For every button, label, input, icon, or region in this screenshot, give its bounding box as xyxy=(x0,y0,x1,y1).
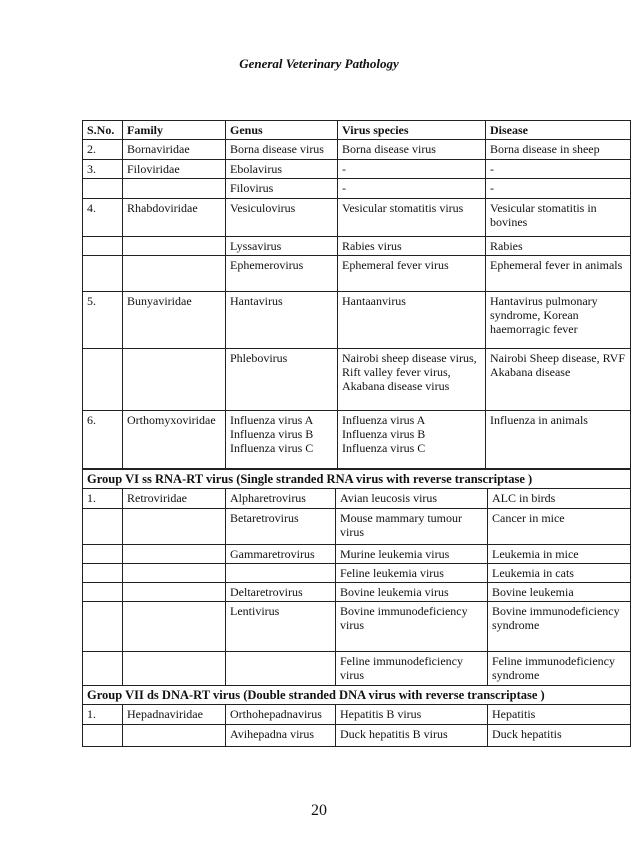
cell-disease: Cancer in mice xyxy=(488,509,631,545)
cell-species: Nairobi sheep disease virus, Rift valley fever virus, Akabana disease virus xyxy=(338,349,486,411)
table-header-row xyxy=(83,121,631,140)
cell-species: Rabies virus xyxy=(338,237,486,256)
cell-family: Retroviridae xyxy=(123,489,226,509)
cell-disease: Leukemia in mice xyxy=(488,545,631,564)
cell-sno xyxy=(83,545,123,564)
cell-species: Vesicular stomatitis virus xyxy=(338,199,486,237)
table-row xyxy=(83,545,631,564)
cell-species: - xyxy=(338,160,486,179)
cell-family xyxy=(123,652,226,686)
cell-species: Bovine immunodeficiency virus xyxy=(336,602,488,652)
table-row xyxy=(83,292,631,349)
cell-sno: 6. xyxy=(83,411,123,469)
cell-species: Avian leucosis virus xyxy=(336,489,488,509)
cell-disease: - xyxy=(486,160,631,179)
table-row xyxy=(83,705,631,725)
cell-sno xyxy=(83,583,123,602)
cell-disease: Hepatitis xyxy=(488,705,631,725)
header-disease: Disease xyxy=(486,121,631,140)
cell-disease: Influenza in animals xyxy=(486,411,631,469)
cell-genus: Avihepadna virus xyxy=(226,725,336,747)
cell-genus: Influenza virus A Influenza virus B Influenza virus C xyxy=(226,411,338,469)
cell-sno: 1. xyxy=(83,705,123,725)
cell-disease: Duck hepatitis xyxy=(488,725,631,747)
cell-family xyxy=(123,583,226,602)
table-row xyxy=(83,199,631,237)
cell-genus: Borna disease virus xyxy=(226,140,338,160)
cell-sno xyxy=(83,237,123,256)
cell-family xyxy=(123,545,226,564)
cell-sno xyxy=(83,349,123,411)
group-vii-heading: Group VII ds DNA-RT virus (Double stranded DNA virus with reverse transcriptase ) xyxy=(83,686,631,705)
cell-family: Bornaviridae xyxy=(123,140,226,160)
cell-disease: Bovine immunodeficiency syndrome xyxy=(488,602,631,652)
cell-species: Influenza virus A Influenza virus B Influenza virus C xyxy=(338,411,486,469)
cell-genus xyxy=(226,564,336,583)
cell-species: Feline leukemia virus xyxy=(336,564,488,583)
cell-sno xyxy=(83,256,123,292)
cell-species: Ephemeral fever virus xyxy=(338,256,486,292)
cell-genus: Alpharetrovirus xyxy=(226,489,336,509)
table-row xyxy=(83,564,631,583)
table-row xyxy=(83,179,631,199)
table-row xyxy=(83,160,631,179)
cell-family xyxy=(123,179,226,199)
table-row xyxy=(83,237,631,256)
table-row xyxy=(83,725,631,747)
page-title: General Veterinary Pathology xyxy=(239,56,399,71)
cell-species: Hantaanvirus xyxy=(338,292,486,349)
cell-species: Hepatitis B virus xyxy=(336,705,488,725)
cell-sno: 1. xyxy=(83,489,123,509)
cell-species: Murine leukemia virus xyxy=(336,545,488,564)
cell-genus: Ephemerovirus xyxy=(226,256,338,292)
cell-genus: Ebolavirus xyxy=(226,160,338,179)
cell-sno: 5. xyxy=(83,292,123,349)
cell-genus: Betaretrovirus xyxy=(226,509,336,545)
cell-family xyxy=(123,237,226,256)
cell-disease: Rabies xyxy=(486,237,631,256)
cell-family: Filoviridae xyxy=(123,160,226,179)
cell-family xyxy=(123,564,226,583)
cell-species: Feline immunodeficiency virus xyxy=(336,652,488,686)
header-sno: S.No. xyxy=(83,121,123,140)
cell-family xyxy=(123,725,226,747)
cell-species: Borna disease virus xyxy=(338,140,486,160)
cell-genus: Gammaretrovirus xyxy=(226,545,336,564)
table-row xyxy=(83,349,631,411)
cell-genus xyxy=(226,652,336,686)
header-virus-species: Virus species xyxy=(338,121,486,140)
cell-sno xyxy=(83,509,123,545)
group-vii-row xyxy=(83,686,631,705)
cell-genus: Orthohepadnavirus xyxy=(226,705,336,725)
cell-species: Mouse mammary tumour virus xyxy=(336,509,488,545)
cell-sno xyxy=(83,602,123,652)
cell-disease: - xyxy=(486,179,631,199)
table-row xyxy=(83,256,631,292)
page-number: 20 xyxy=(311,802,327,819)
cell-disease: Hantavirus pulmonary syndrome, Korean haemorragic fever xyxy=(486,292,631,349)
cell-family: Rhabdoviridae xyxy=(123,199,226,237)
table-row xyxy=(83,602,631,652)
cell-genus: Deltaretrovirus xyxy=(226,583,336,602)
cell-genus: Hantavirus xyxy=(226,292,338,349)
cell-family xyxy=(123,349,226,411)
group-vi-row xyxy=(83,470,631,489)
cell-family xyxy=(123,602,226,652)
cell-disease: ALC in birds xyxy=(488,489,631,509)
cell-sno xyxy=(83,652,123,686)
cell-species: Bovine leukemia virus xyxy=(336,583,488,602)
table-row xyxy=(83,411,631,469)
cell-genus: Filovirus xyxy=(226,179,338,199)
cell-disease: Vesicular stomatitis in bovines xyxy=(486,199,631,237)
cell-sno xyxy=(83,564,123,583)
header-genus: Genus xyxy=(226,121,338,140)
cell-sno xyxy=(83,179,123,199)
cell-sno: 2. xyxy=(83,140,123,160)
cell-sno: 3. xyxy=(83,160,123,179)
cell-disease: Leukemia in cats xyxy=(488,564,631,583)
cell-family xyxy=(123,509,226,545)
cell-disease: Ephemeral fever in animals xyxy=(486,256,631,292)
table-row xyxy=(83,509,631,545)
cell-family: Hepadnaviridae xyxy=(123,705,226,725)
cell-family: Orthomyxoviridae xyxy=(123,411,226,469)
cell-disease: Borna disease in sheep xyxy=(486,140,631,160)
group-vi-heading: Group VI ss RNA-RT virus (Single stranded RNA virus with reverse transcriptase ) xyxy=(83,470,631,489)
cell-family: Bunyaviridae xyxy=(123,292,226,349)
cell-genus: Lentivirus xyxy=(226,602,336,652)
cell-sno: 4. xyxy=(83,199,123,237)
cell-sno xyxy=(83,725,123,747)
cell-disease: Nairobi Sheep disease, RVF Akabana disease xyxy=(486,349,631,411)
cell-species: - xyxy=(338,179,486,199)
cell-genus: Vesiculovirus xyxy=(226,199,338,237)
cell-genus: Lyssavirus xyxy=(226,237,338,256)
table-row xyxy=(83,583,631,602)
cell-species: Duck hepatitis B virus xyxy=(336,725,488,747)
cell-family xyxy=(123,256,226,292)
cell-disease: Bovine leukemia xyxy=(488,583,631,602)
table-row xyxy=(83,489,631,509)
virus-classification-table xyxy=(82,120,630,747)
cell-genus: Phlebovirus xyxy=(226,349,338,411)
table-row xyxy=(83,140,631,160)
cell-disease: Feline immunodeficiency syndrome xyxy=(488,652,631,686)
header-family: Family xyxy=(123,121,226,140)
table-row xyxy=(83,652,631,686)
